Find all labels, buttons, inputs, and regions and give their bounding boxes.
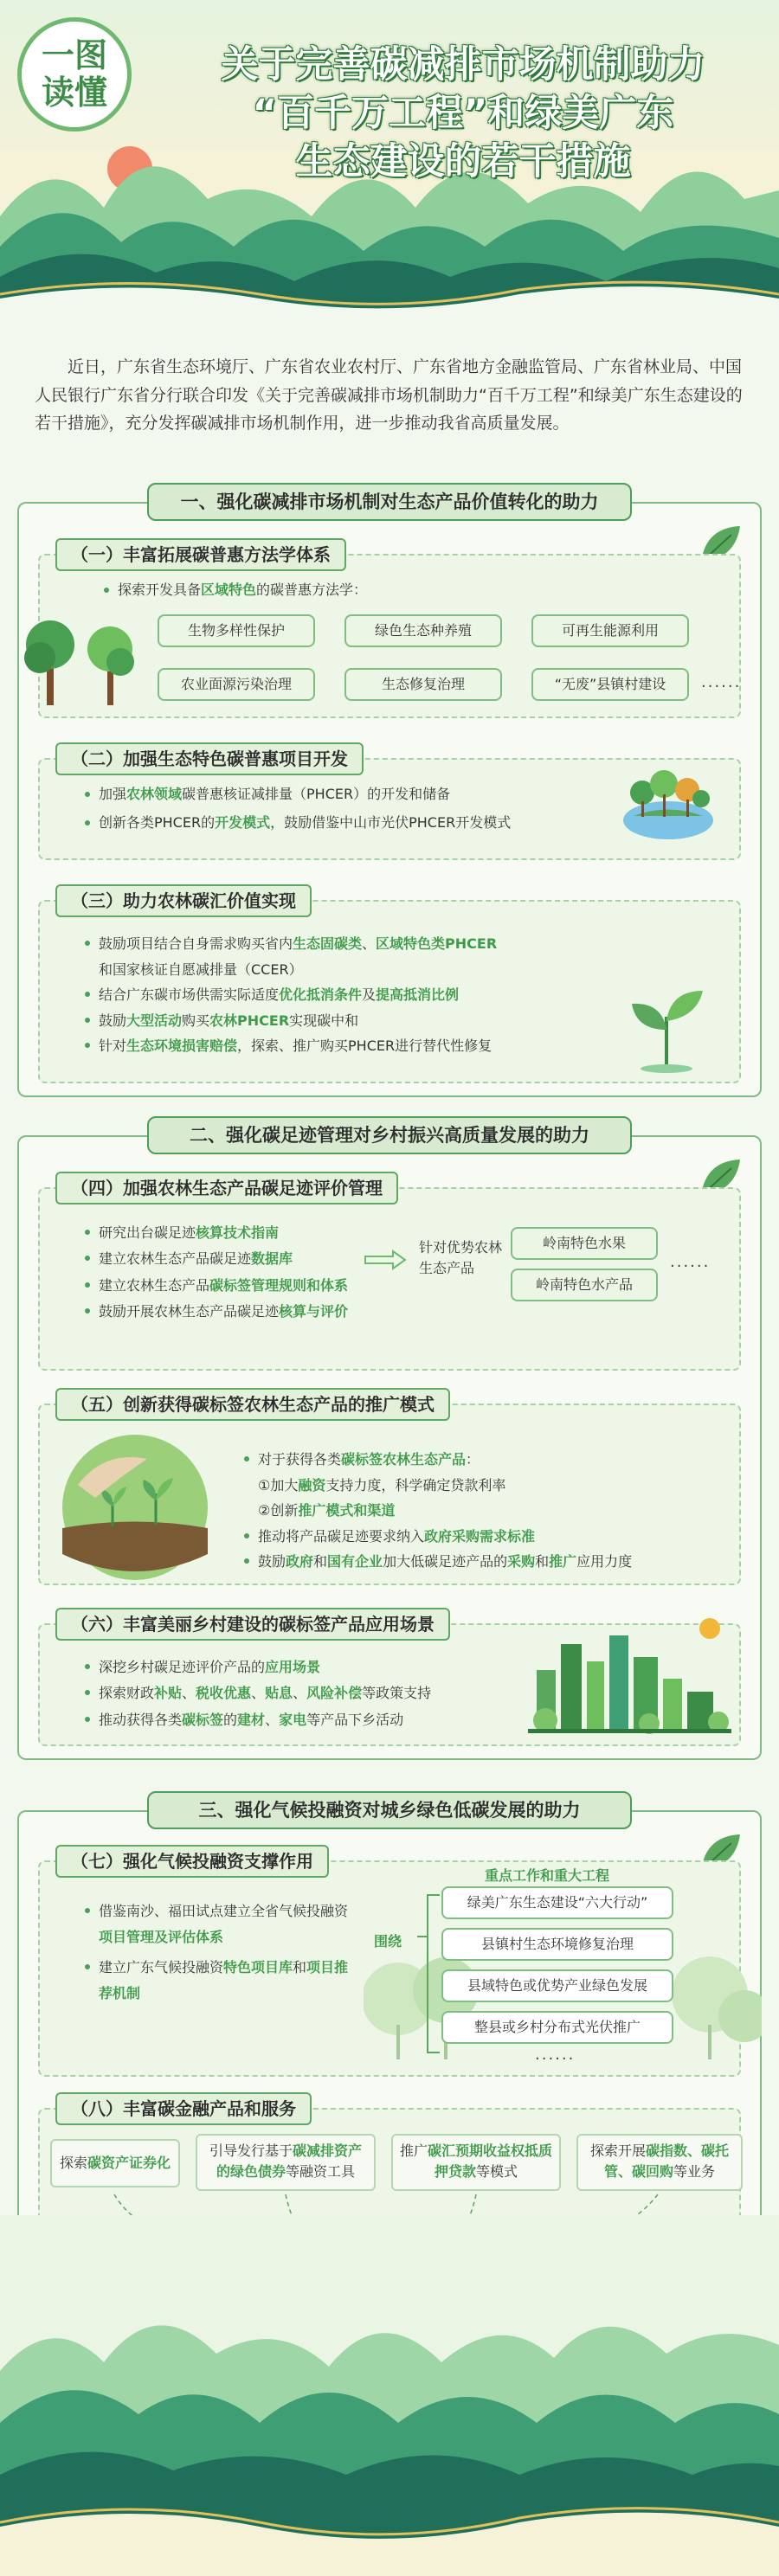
subsection-3-title: （三）助力农林碳汇价值实现 <box>55 884 312 917</box>
topic-badge <box>17 17 132 132</box>
key-work-pill: 县域特色或优势产业绿色发展 <box>441 1969 673 2002</box>
title-line-2: “百千万工程”和绿美广东 <box>252 91 674 135</box>
method-pill: 生态修复治理 <box>344 668 502 701</box>
sprout-icon <box>623 978 710 1073</box>
arrow-right-icon <box>364 1249 407 1270</box>
subsection-5-title: （五）创新获得碳标签农林生态产品的推广模式 <box>55 1388 450 1421</box>
key-work-pill: 整县或乡村分布式光伏推广 <box>441 2011 673 2044</box>
finance-item-4: 探索开展碳指数、碳托管、碳回购等业务 <box>576 2134 743 2191</box>
title-line-3: 生态建设的若干措施 <box>295 139 631 183</box>
subsection-2-text: 加强农林领域碳普惠核证减排量（PHCER）的开发和储备 创新各类PHCER的开发模式，鼓励借鉴中山市光伏PHCER开发模式 <box>83 782 620 834</box>
finance-item-2: 引导发行基于碳减排资产的绿色债券等融资工具 <box>196 2134 376 2191</box>
subsection-7-text: 借鉴南沙、福田试点建立全省气候投融资项目管理及评估体系 建立广东气候投融资特色项目库和项目推荐机制 <box>83 1898 360 2006</box>
ellipsis: ...... <box>535 2046 576 2064</box>
badge-line-2: 读懂 <box>41 74 107 112</box>
ellipsis: ...... <box>701 673 742 691</box>
finance-item-3: 推广碳汇预期收益权抵质押贷款等模式 <box>391 2134 561 2191</box>
subsection-5-text: 对于获得各类碳标签农林生态产品： ①加大融资支持力度，科学确定贷款利率 ②创新推广模式和渠道 推动将产品碳足迹要求纳入政府采购需求标准 鼓励政府和国有企业加大低碳足迹产品的采购和推广应用力度 <box>242 1447 727 1575</box>
green-city-icon <box>519 1609 736 1739</box>
product-pill: 岭南特色水果 <box>511 1227 658 1260</box>
section-2-title: 二、强化碳足迹管理对乡村振兴高质量发展的助力 <box>147 1116 632 1154</box>
trees-icon <box>21 597 142 710</box>
method-pill: 生物多样性保护 <box>158 614 315 647</box>
method-pill: 农业面源污染治理 <box>158 668 315 701</box>
bracket-connector <box>415 1888 441 2061</box>
section-1-title: 一、强化碳减排市场机制对生态产品价值转化的助力 <box>147 483 632 521</box>
subsection-2-title: （二）加强生态特色碳普惠项目开发 <box>55 742 364 775</box>
intro-paragraph: 近日，广东省生态环境厅、广东省农业农村厅、广东省地方金融监管局、广东省林业局、中国人民银行广东省分行联合印发《关于完善碳减排市场机制助力“百千万工程”和绿美广东生态建设的若干措施》，充分发挥碳减排市场机制作用，进一步推动我省高质量发展。 <box>35 357 743 434</box>
key-work-pill: 绿美广东生态建设“六大行动” <box>441 1886 673 1919</box>
method-pill: 可再生能源利用 <box>531 614 689 647</box>
method-pill: 绿色生态种养殖 <box>344 614 502 647</box>
header-banner <box>0 0 779 320</box>
method-pill: “无废”县镇村建设 <box>531 668 689 701</box>
footer-banner <box>0 2215 779 2576</box>
target-products-label: 针对优势农林生态产品 <box>419 1239 503 1276</box>
finance-item-1: 探索碳资产证券化 <box>50 2139 180 2187</box>
key-work-pill: 县镇村生态环境修复治理 <box>441 1928 673 1961</box>
page-title <box>164 42 762 187</box>
footer-mountains <box>0 2215 779 2576</box>
subsection-8-title: （八）丰富碳金融产品和服务 <box>55 2092 312 2125</box>
title-line-1: 关于完善碳减排市场机制助力 <box>221 43 705 87</box>
around-label: 围绕 <box>374 1933 402 1950</box>
subsection-4-title: （四）加强农林生态产品碳足迹评价管理 <box>55 1172 398 1204</box>
subsection-6-title: （六）丰富美丽乡村建设的碳标签产品应用场景 <box>55 1608 450 1641</box>
subsection-7-title: （七）强化气候投融资支撑作用 <box>55 1845 329 1878</box>
subsection-3-text: 鼓励项目结合自身需求购买省内生态固碳类、区域特色类PHCER 和国家核证自愿减排量（CCER） 结合广东碳市场供需实际适度优化抵消条件及提高抵消比例 鼓励大型活动购买农林PHCER实现碳中和 针对生态环境损害赔偿，探索、推广购买PHCER进行替代性修复 <box>83 931 620 1059</box>
seedling-photo <box>61 1433 209 1582</box>
key-works-title: 重点工作和重大工程 <box>485 1867 610 1884</box>
subsection-4-text: 研究出台碳足迹核算技术指南 建立农林生态产品碳足迹数据库 建立农林生态产品碳标签管理规则和体系 鼓励开展农林生态产品碳足迹核算与评价 <box>83 1220 369 1326</box>
product-pill: 岭南特色水产品 <box>511 1269 658 1301</box>
subsection-1-intro: 探索开发具备区域特色的碳普惠方法学： <box>102 578 367 601</box>
subsection-6-text: 深挖乡村碳足迹评价产品的应用场景 探索财政补贴、税收优惠、贴息、风险补偿等政策支持 推动获得各类碳标签的建材、家电等产品下乡活动 <box>83 1654 533 1733</box>
subsection-1-title: （一）丰富拓展碳普惠方法学体系 <box>55 538 346 571</box>
globe-trees-icon <box>616 751 720 846</box>
section-3-title: 三、强化气候投融资对城乡绿色低碳发展的助力 <box>147 1791 632 1829</box>
ellipsis: ...... <box>670 1253 711 1271</box>
badge-line-1: 一图 <box>41 36 107 75</box>
